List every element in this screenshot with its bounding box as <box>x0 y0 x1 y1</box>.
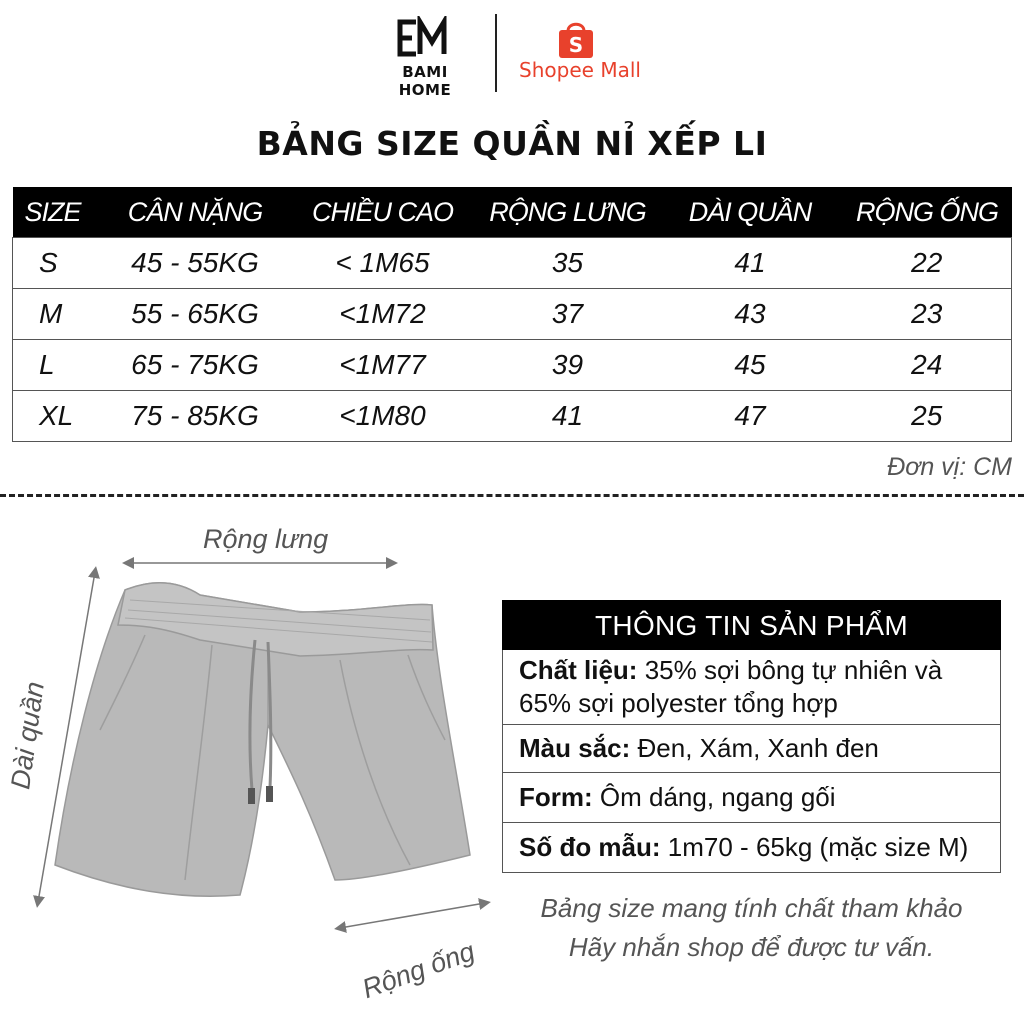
cell-leg: 23 <box>843 289 1012 340</box>
cell-length: 47 <box>658 391 843 442</box>
header-size: SIZE <box>13 187 103 238</box>
color-value: Đen, Xám, Xanh đen <box>637 733 879 763</box>
cell-leg: 25 <box>843 391 1012 442</box>
cell-height: < 1M65 <box>288 238 478 289</box>
cell-weight: 45 - 55KG <box>103 238 288 289</box>
form-value: Ôm dáng, ngang gối <box>599 782 836 812</box>
cell-size: S <box>13 238 103 289</box>
info-row-material <box>502 650 1001 725</box>
cell-size: XL <box>13 391 103 442</box>
shopee-bag-icon <box>555 18 597 60</box>
cell-length: 43 <box>658 289 843 340</box>
material-label: Chất liệu: <box>519 655 638 685</box>
cell-leg: 24 <box>843 340 1012 391</box>
header-weight: CÂN NẶNG <box>103 187 288 238</box>
leg-label: Rộng ống <box>358 935 479 1005</box>
brand-name: BAMI HOME <box>398 63 452 99</box>
size-table-header <box>13 187 1012 238</box>
model-value: 1m70 - 65kg (mặc size M) <box>667 832 969 862</box>
cell-weight: 55 - 65KG <box>103 289 288 340</box>
info-row-form <box>502 773 1001 823</box>
material-value: 35% sợi bông tự nhiên và 65% sợi polyester tổng hợp <box>519 655 943 718</box>
svg-text:S: S <box>568 33 584 57</box>
model-label: Số đo mẫu: <box>519 832 661 862</box>
cell-leg: 22 <box>843 238 1012 289</box>
contact-note: Hãy nhắn shop để được tư vấn. <box>568 932 935 962</box>
cell-length: 45 <box>658 340 843 391</box>
product-info-header: THÔNG TIN SẢN PHẨM <box>502 600 1001 650</box>
section-divider <box>0 494 1024 497</box>
table-row <box>13 238 1012 289</box>
product-info-box <box>502 600 1001 873</box>
header-leg: RỘNG ỐNG <box>843 187 1012 238</box>
cell-height: <1M77 <box>288 340 478 391</box>
cell-size: L <box>13 340 103 391</box>
page-title: BẢNG SIZE QUẦN NỈ XẾP LI <box>256 124 768 163</box>
cell-length: 41 <box>658 238 843 289</box>
waist-label: Rộng lưng <box>203 524 329 554</box>
cell-waist: 35 <box>478 238 658 289</box>
logo-divider <box>495 14 497 92</box>
size-table <box>12 187 1012 442</box>
info-row-model <box>502 823 1001 873</box>
cell-height: <1M72 <box>288 289 478 340</box>
cell-waist: 37 <box>478 289 658 340</box>
header-height: CHIỀU CAO <box>288 187 478 238</box>
shopee-mall-text: Shopee Mall <box>519 58 641 82</box>
bami-home-logo-icon <box>394 16 454 60</box>
reference-note: Bảng size mang tính chất tham khảo <box>540 893 963 923</box>
shorts-diagram <box>0 510 500 1024</box>
cell-weight: 75 - 85KG <box>103 391 288 442</box>
cell-height: <1M80 <box>288 391 478 442</box>
cell-weight: 65 - 75KG <box>103 340 288 391</box>
table-row <box>13 289 1012 340</box>
table-row <box>13 340 1012 391</box>
cell-size: M <box>13 289 103 340</box>
info-row-color <box>502 725 1001 773</box>
form-label: Form: <box>519 782 593 812</box>
table-row <box>13 391 1012 442</box>
cell-waist: 41 <box>478 391 658 442</box>
header-waist: RỘNG LƯNG <box>478 187 658 238</box>
unit-note: Đơn vị: CM <box>887 453 1012 481</box>
color-label: Màu sắc: <box>519 733 631 763</box>
cell-waist: 39 <box>478 340 658 391</box>
header-length: DÀI QUẦN <box>658 187 843 238</box>
length-label: Dài quần <box>5 679 50 792</box>
